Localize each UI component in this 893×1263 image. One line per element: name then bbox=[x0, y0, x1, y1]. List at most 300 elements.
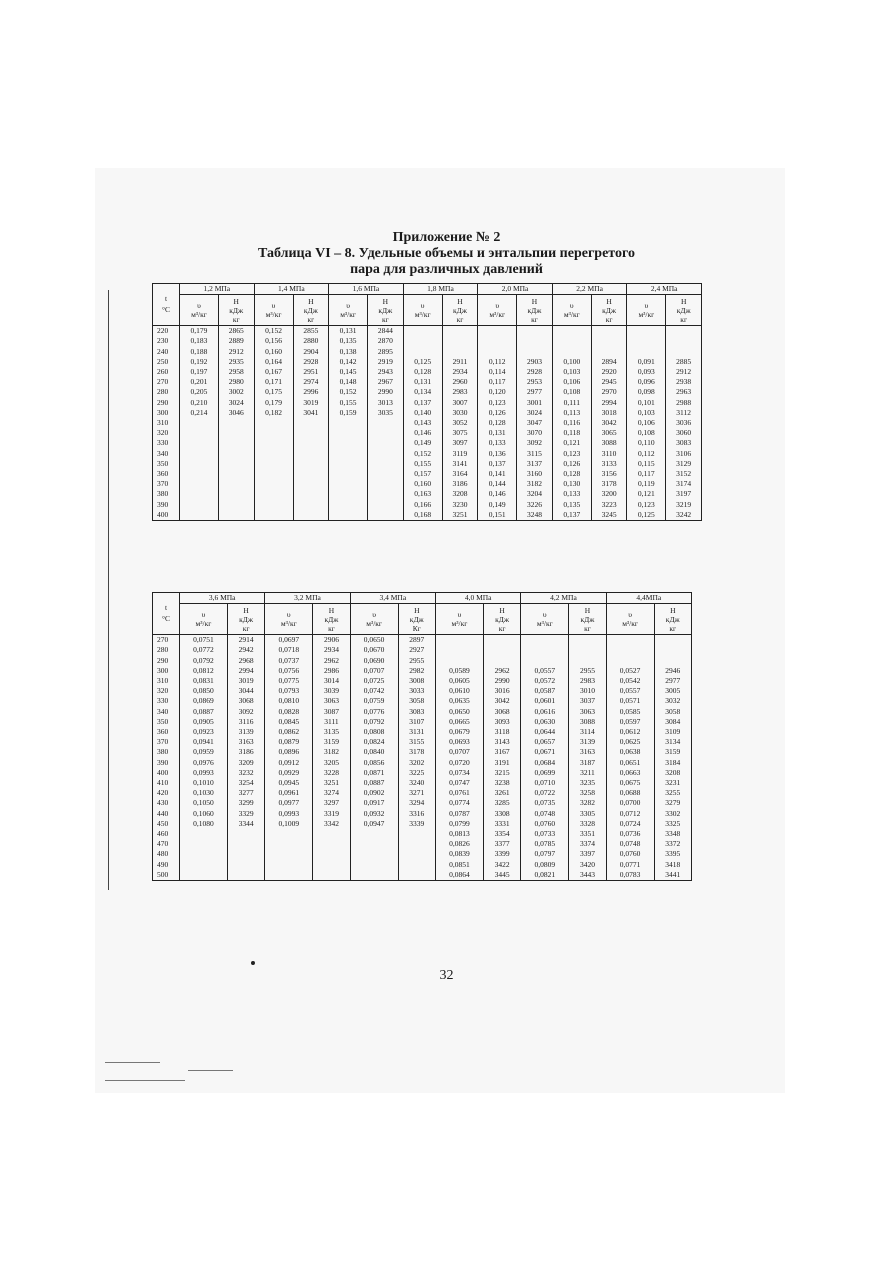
volume-cell bbox=[180, 510, 219, 521]
enthalpy-cell: 3159 bbox=[654, 747, 691, 757]
appendix-label: Приложение № 2 bbox=[392, 230, 501, 245]
volume-cell: 0,0651 bbox=[606, 758, 654, 768]
enthalpy-cell: 3251 bbox=[313, 778, 350, 788]
volume-cell: 0,0557 bbox=[606, 686, 654, 696]
enthalpy-cell bbox=[313, 839, 350, 849]
volume-cell: 0,0808 bbox=[350, 727, 398, 737]
enthalpy-cell bbox=[293, 510, 329, 521]
enthalpy-cell bbox=[218, 500, 254, 510]
enthalpy-cell: 3052 bbox=[442, 418, 478, 428]
enthalpy-cell: 3044 bbox=[227, 686, 264, 696]
enthalpy-unit-header: H кДж кг bbox=[368, 295, 404, 326]
enthalpy-cell: 3191 bbox=[483, 758, 520, 768]
enthalpy-unit-header: H кДж кг bbox=[666, 295, 702, 326]
temperature-cell: 390 bbox=[153, 500, 180, 510]
volume-cell: 0,093 bbox=[627, 367, 666, 377]
volume-unit-header: υ м³/кг bbox=[403, 295, 442, 326]
enthalpy-cell bbox=[591, 336, 627, 346]
temperature-cell: 290 bbox=[153, 398, 180, 408]
enthalpy-cell bbox=[517, 347, 553, 357]
volume-cell: 0,0635 bbox=[435, 696, 483, 706]
temperature-cell: 240 bbox=[153, 347, 180, 357]
enthalpy-cell bbox=[483, 645, 520, 655]
enthalpy-cell: 3133 bbox=[591, 459, 627, 469]
volume-cell: 0,119 bbox=[627, 479, 666, 489]
enthalpy-cell: 3282 bbox=[569, 798, 606, 808]
enthalpy-unit-header: H кДж кг bbox=[654, 604, 691, 635]
enthalpy-cell: 3163 bbox=[569, 747, 606, 757]
volume-cell: 0,0809 bbox=[521, 860, 569, 870]
enthalpy-cell bbox=[293, 489, 329, 499]
enthalpy-cell: 3197 bbox=[666, 489, 702, 499]
table-title-line-2: пара для различных давлений bbox=[350, 262, 543, 277]
enthalpy-cell: 2977 bbox=[517, 387, 553, 397]
temperature-cell: 360 bbox=[153, 469, 180, 479]
enthalpy-cell: 3331 bbox=[483, 819, 520, 829]
table-row bbox=[153, 870, 692, 881]
temperature-cell: 350 bbox=[153, 459, 180, 469]
enthalpy-cell: 2974 bbox=[293, 377, 329, 387]
volume-cell: 0,0864 bbox=[435, 870, 483, 881]
volume-cell: 0,0725 bbox=[350, 676, 398, 686]
enthalpy-cell: 2928 bbox=[517, 367, 553, 377]
volume-cell bbox=[627, 326, 666, 337]
enthalpy-cell: 2920 bbox=[591, 367, 627, 377]
enthalpy-cell: 3395 bbox=[654, 849, 691, 859]
volume-cell: 0,0612 bbox=[606, 727, 654, 737]
table-row bbox=[153, 727, 692, 737]
enthalpy-cell bbox=[293, 418, 329, 428]
temperature-cell: 270 bbox=[153, 377, 180, 387]
enthalpy-cell bbox=[218, 459, 254, 469]
enthalpy-cell: 3372 bbox=[654, 839, 691, 849]
temperature-cell: 340 bbox=[153, 449, 180, 459]
enthalpy-cell: 3271 bbox=[398, 788, 435, 798]
table-row bbox=[153, 398, 702, 408]
enthalpy-cell: 3083 bbox=[666, 438, 702, 448]
enthalpy-cell: 3245 bbox=[591, 510, 627, 521]
volume-unit-header: υ м³/кг bbox=[265, 604, 313, 635]
enthalpy-cell bbox=[293, 500, 329, 510]
enthalpy-cell: 3018 bbox=[591, 408, 627, 418]
enthalpy-unit-header: H кДж кг bbox=[227, 604, 264, 635]
volume-cell bbox=[180, 500, 219, 510]
enthalpy-cell bbox=[368, 438, 404, 448]
enthalpy-cell: 3024 bbox=[517, 408, 553, 418]
volume-cell bbox=[329, 500, 368, 510]
enthalpy-cell bbox=[368, 479, 404, 489]
volume-cell bbox=[254, 500, 293, 510]
enthalpy-cell: 3174 bbox=[666, 479, 702, 489]
volume-cell: 0,156 bbox=[254, 336, 293, 346]
enthalpy-cell: 2927 bbox=[398, 645, 435, 655]
volume-cell bbox=[403, 347, 442, 357]
volume-cell bbox=[435, 645, 483, 655]
volume-cell: 0,143 bbox=[403, 418, 442, 428]
enthalpy-cell: 3063 bbox=[313, 696, 350, 706]
enthalpy-cell: 3374 bbox=[569, 839, 606, 849]
volume-cell: 0,106 bbox=[627, 418, 666, 428]
volume-cell: 0,0625 bbox=[606, 737, 654, 747]
volume-cell: 0,0812 bbox=[180, 666, 228, 676]
enthalpy-cell: 3215 bbox=[483, 768, 520, 778]
enthalpy-cell: 2988 bbox=[666, 398, 702, 408]
volume-cell: 0,155 bbox=[403, 459, 442, 469]
volume-cell: 0,0869 bbox=[180, 696, 228, 706]
temperature-cell: 300 bbox=[153, 408, 180, 418]
enthalpy-cell: 3116 bbox=[227, 717, 264, 727]
volume-cell: 0,0690 bbox=[350, 656, 398, 666]
volume-cell: 0,159 bbox=[329, 408, 368, 418]
volume-cell: 0,0693 bbox=[435, 737, 483, 747]
volume-cell: 0,130 bbox=[552, 479, 591, 489]
volume-cell: 0,0616 bbox=[521, 707, 569, 717]
scan-artifact-line bbox=[188, 1070, 233, 1071]
enthalpy-cell bbox=[227, 860, 264, 870]
enthalpy-cell: 2844 bbox=[368, 326, 404, 337]
volume-cell bbox=[521, 656, 569, 666]
pressure-header: 4,0 МПа bbox=[435, 593, 520, 604]
volume-cell: 0,0707 bbox=[435, 747, 483, 757]
enthalpy-cell bbox=[218, 438, 254, 448]
volume-cell: 0,0557 bbox=[521, 666, 569, 676]
volume-cell: 0,0697 bbox=[265, 635, 313, 646]
volume-cell bbox=[180, 438, 219, 448]
temperature-cell: 280 bbox=[153, 645, 180, 655]
enthalpy-cell: 3084 bbox=[654, 717, 691, 727]
table-row bbox=[153, 696, 692, 706]
temperature-cell: 260 bbox=[153, 367, 180, 377]
volume-cell: 0,0718 bbox=[265, 645, 313, 655]
enthalpy-cell: 3042 bbox=[591, 418, 627, 428]
volume-cell: 0,0797 bbox=[521, 849, 569, 859]
enthalpy-cell bbox=[313, 829, 350, 839]
volume-cell: 0,179 bbox=[254, 398, 293, 408]
volume-cell: 0,125 bbox=[627, 510, 666, 521]
pressure-header: 3,2 МПа bbox=[265, 593, 350, 604]
volume-cell bbox=[478, 336, 517, 346]
enthalpy-cell: 3129 bbox=[666, 459, 702, 469]
enthalpy-cell bbox=[293, 479, 329, 489]
enthalpy-cell bbox=[483, 635, 520, 646]
enthalpy-cell: 3299 bbox=[227, 798, 264, 808]
volume-cell: 0,0733 bbox=[521, 829, 569, 839]
volume-cell: 0,1060 bbox=[180, 809, 228, 819]
enthalpy-cell: 3397 bbox=[569, 849, 606, 859]
volume-cell bbox=[552, 347, 591, 357]
volume-unit-header: υ м³/кг bbox=[350, 604, 398, 635]
enthalpy-unit-header: H кДж кг bbox=[517, 295, 553, 326]
table-row bbox=[153, 707, 692, 717]
enthalpy-cell: 2962 bbox=[313, 656, 350, 666]
enthalpy-unit-header: H кДж кг bbox=[293, 295, 329, 326]
enthalpy-cell: 2928 bbox=[293, 357, 329, 367]
enthalpy-cell: 2914 bbox=[227, 635, 264, 646]
volume-cell: 0,148 bbox=[329, 377, 368, 387]
volume-cell: 0,0712 bbox=[606, 809, 654, 819]
enthalpy-cell: 3008 bbox=[398, 676, 435, 686]
volume-cell: 0,0785 bbox=[521, 839, 569, 849]
volume-cell bbox=[329, 459, 368, 469]
enthalpy-cell: 3226 bbox=[517, 500, 553, 510]
table-row bbox=[153, 326, 702, 337]
volume-cell: 0,0699 bbox=[521, 768, 569, 778]
volume-cell bbox=[521, 645, 569, 655]
enthalpy-cell bbox=[517, 326, 553, 337]
volume-cell bbox=[403, 336, 442, 346]
enthalpy-cell: 2895 bbox=[368, 347, 404, 357]
enthalpy-cell: 3118 bbox=[483, 727, 520, 737]
enthalpy-cell bbox=[666, 326, 702, 337]
volume-cell: 0,0871 bbox=[350, 768, 398, 778]
pressure-header: 1,8 МПа bbox=[403, 284, 478, 295]
volume-cell bbox=[350, 870, 398, 881]
volume-cell: 0,131 bbox=[403, 377, 442, 387]
volume-cell: 0,0589 bbox=[435, 666, 483, 676]
enthalpy-unit-header: H кДж кг bbox=[483, 604, 520, 635]
enthalpy-cell: 3208 bbox=[654, 768, 691, 778]
volume-cell: 0,157 bbox=[403, 469, 442, 479]
enthalpy-cell: 2912 bbox=[666, 367, 702, 377]
volume-unit-header: υ м³/кг bbox=[521, 604, 569, 635]
volume-cell: 0,160 bbox=[254, 347, 293, 357]
volume-cell: 0,0760 bbox=[606, 849, 654, 859]
volume-cell: 0,151 bbox=[478, 510, 517, 521]
enthalpy-cell bbox=[227, 829, 264, 839]
volume-cell: 0,182 bbox=[254, 408, 293, 418]
volume-cell: 0,0845 bbox=[265, 717, 313, 727]
table-row bbox=[153, 377, 702, 387]
enthalpy-cell bbox=[293, 459, 329, 469]
enthalpy-cell bbox=[218, 449, 254, 459]
enthalpy-cell: 3109 bbox=[654, 727, 691, 737]
enthalpy-cell: 2955 bbox=[569, 666, 606, 676]
enthalpy-cell: 3083 bbox=[398, 707, 435, 717]
enthalpy-cell: 3342 bbox=[313, 819, 350, 829]
enthalpy-cell: 3445 bbox=[483, 870, 520, 881]
enthalpy-cell: 3164 bbox=[442, 469, 478, 479]
temperature-cell: 280 bbox=[153, 387, 180, 397]
enthalpy-cell: 3231 bbox=[654, 778, 691, 788]
volume-cell: 0,171 bbox=[254, 377, 293, 387]
volume-cell bbox=[606, 635, 654, 646]
volume-cell bbox=[478, 347, 517, 357]
enthalpy-cell: 2967 bbox=[368, 377, 404, 387]
table-row bbox=[153, 418, 702, 428]
volume-cell: 0,141 bbox=[478, 469, 517, 479]
enthalpy-cell: 2955 bbox=[398, 656, 435, 666]
volume-cell: 0,205 bbox=[180, 387, 219, 397]
volume-cell: 0,166 bbox=[403, 500, 442, 510]
volume-cell bbox=[254, 510, 293, 521]
volume-cell bbox=[180, 469, 219, 479]
enthalpy-cell: 3046 bbox=[218, 408, 254, 418]
temperature-cell: 420 bbox=[153, 788, 180, 798]
volume-cell: 0,138 bbox=[329, 347, 368, 357]
enthalpy-cell: 2912 bbox=[218, 347, 254, 357]
volume-cell: 0,0783 bbox=[606, 870, 654, 881]
enthalpy-cell: 3033 bbox=[398, 686, 435, 696]
volume-cell: 0,0663 bbox=[606, 768, 654, 778]
enthalpy-cell: 3187 bbox=[569, 758, 606, 768]
enthalpy-cell: 3131 bbox=[398, 727, 435, 737]
volume-cell: 0,155 bbox=[329, 398, 368, 408]
table-row bbox=[153, 686, 692, 696]
volume-cell: 0,0650 bbox=[350, 635, 398, 646]
enthalpy-cell: 3279 bbox=[654, 798, 691, 808]
enthalpy-cell: 3339 bbox=[398, 819, 435, 829]
volume-cell: 0,0799 bbox=[435, 819, 483, 829]
volume-cell: 0,137 bbox=[403, 398, 442, 408]
enthalpy-cell: 2953 bbox=[517, 377, 553, 387]
pressure-header: 2,4 МПа bbox=[627, 284, 702, 295]
volume-cell: 0,120 bbox=[478, 387, 517, 397]
table-row bbox=[153, 819, 692, 829]
enthalpy-cell: 3075 bbox=[442, 428, 478, 438]
enthalpy-cell bbox=[218, 428, 254, 438]
temperature-cell: 230 bbox=[153, 336, 180, 346]
enthalpy-cell: 3294 bbox=[398, 798, 435, 808]
enthalpy-cell: 3204 bbox=[517, 489, 553, 499]
volume-cell: 0,1030 bbox=[180, 788, 228, 798]
volume-cell bbox=[265, 870, 313, 881]
enthalpy-cell: 3110 bbox=[591, 449, 627, 459]
enthalpy-cell: 3097 bbox=[442, 438, 478, 448]
volume-cell: 0,123 bbox=[627, 500, 666, 510]
temperature-cell: 390 bbox=[153, 758, 180, 768]
volume-cell: 0,0902 bbox=[350, 788, 398, 798]
volume-unit-header: υ м³/кг bbox=[180, 295, 219, 326]
pressure-header: 1,2 МПа bbox=[180, 284, 255, 295]
enthalpy-cell: 3316 bbox=[398, 809, 435, 819]
enthalpy-cell: 3277 bbox=[227, 788, 264, 798]
enthalpy-cell: 3305 bbox=[569, 809, 606, 819]
enthalpy-cell: 2994 bbox=[591, 398, 627, 408]
temperature-cell: 400 bbox=[153, 768, 180, 778]
volume-cell: 0,146 bbox=[403, 428, 442, 438]
volume-cell bbox=[435, 656, 483, 666]
volume-cell: 0,0887 bbox=[180, 707, 228, 717]
enthalpy-cell bbox=[218, 418, 254, 428]
steam-table-2 bbox=[152, 592, 692, 881]
volume-cell: 0,0722 bbox=[521, 788, 569, 798]
volume-cell: 0,136 bbox=[478, 449, 517, 459]
table-row bbox=[153, 839, 692, 849]
volume-cell bbox=[180, 849, 228, 859]
enthalpy-cell: 3152 bbox=[666, 469, 702, 479]
volume-cell: 0,146 bbox=[478, 489, 517, 499]
enthalpy-cell: 2919 bbox=[368, 357, 404, 367]
volume-cell: 0,0828 bbox=[265, 707, 313, 717]
enthalpy-unit-header: H кДж Кг bbox=[398, 604, 435, 635]
volume-cell bbox=[180, 870, 228, 881]
enthalpy-cell: 3225 bbox=[398, 768, 435, 778]
volume-cell: 0,121 bbox=[627, 489, 666, 499]
volume-cell: 0,0742 bbox=[350, 686, 398, 696]
table-row bbox=[153, 666, 692, 676]
table-row bbox=[153, 367, 702, 377]
enthalpy-cell: 3060 bbox=[666, 428, 702, 438]
volume-cell: 0,0597 bbox=[606, 717, 654, 727]
temperature-header: t °C bbox=[153, 593, 180, 635]
enthalpy-cell: 2935 bbox=[218, 357, 254, 367]
volume-cell: 0,0761 bbox=[435, 788, 483, 798]
enthalpy-cell: 3024 bbox=[218, 398, 254, 408]
enthalpy-cell bbox=[517, 336, 553, 346]
temperature-cell: 360 bbox=[153, 727, 180, 737]
volume-cell: 0,0707 bbox=[350, 666, 398, 676]
volume-unit-header: υ м³/кг bbox=[552, 295, 591, 326]
enthalpy-cell: 3107 bbox=[398, 717, 435, 727]
table-row bbox=[153, 645, 692, 655]
volume-cell: 0,0887 bbox=[350, 778, 398, 788]
enthalpy-cell: 3200 bbox=[591, 489, 627, 499]
volume-cell: 0,111 bbox=[552, 398, 591, 408]
enthalpy-cell: 3141 bbox=[442, 459, 478, 469]
volume-cell: 0,0527 bbox=[606, 666, 654, 676]
enthalpy-cell: 3139 bbox=[569, 737, 606, 747]
volume-cell: 0,106 bbox=[552, 377, 591, 387]
enthalpy-cell: 3068 bbox=[483, 707, 520, 717]
volume-cell: 0,214 bbox=[180, 408, 219, 418]
table-row bbox=[153, 809, 692, 819]
enthalpy-cell bbox=[313, 860, 350, 870]
volume-cell bbox=[180, 449, 219, 459]
volume-cell: 0,0961 bbox=[265, 788, 313, 798]
volume-cell bbox=[180, 418, 219, 428]
volume-cell: 0,0851 bbox=[435, 860, 483, 870]
enthalpy-cell bbox=[368, 418, 404, 428]
enthalpy-cell: 3019 bbox=[293, 398, 329, 408]
volume-cell: 0,149 bbox=[403, 438, 442, 448]
volume-cell: 0,0947 bbox=[350, 819, 398, 829]
enthalpy-cell: 3039 bbox=[313, 686, 350, 696]
scan-artifact-line bbox=[105, 1080, 185, 1081]
volume-cell: 0,0601 bbox=[521, 696, 569, 706]
enthalpy-cell: 3261 bbox=[483, 788, 520, 798]
volume-cell: 0,108 bbox=[552, 387, 591, 397]
volume-cell bbox=[552, 336, 591, 346]
volume-cell: 0,0747 bbox=[435, 778, 483, 788]
enthalpy-cell bbox=[368, 428, 404, 438]
table-title-line-1: Таблица VI – 8. Удельные объемы и энтальпии перегретого bbox=[257, 246, 636, 261]
volume-cell: 0,135 bbox=[552, 500, 591, 510]
temperature-cell: 300 bbox=[153, 666, 180, 676]
volume-cell: 0,0774 bbox=[435, 798, 483, 808]
volume-cell: 0,0787 bbox=[435, 809, 483, 819]
enthalpy-cell: 2894 bbox=[591, 357, 627, 367]
volume-cell bbox=[606, 656, 654, 666]
enthalpy-cell: 2911 bbox=[442, 357, 478, 367]
enthalpy-cell: 2960 bbox=[442, 377, 478, 387]
enthalpy-cell: 3186 bbox=[227, 747, 264, 757]
volume-cell: 0,0813 bbox=[435, 829, 483, 839]
enthalpy-cell bbox=[483, 656, 520, 666]
temperature-cell: 380 bbox=[153, 747, 180, 757]
temperature-cell: 310 bbox=[153, 418, 180, 428]
enthalpy-unit-header: H кДж кг bbox=[442, 295, 478, 326]
volume-cell bbox=[606, 645, 654, 655]
page-number: 32 bbox=[439, 968, 454, 983]
volume-cell: 0,117 bbox=[478, 377, 517, 387]
enthalpy-cell: 3106 bbox=[666, 449, 702, 459]
volume-cell bbox=[350, 849, 398, 859]
enthalpy-cell: 2934 bbox=[313, 645, 350, 655]
volume-cell: 0,133 bbox=[552, 489, 591, 499]
enthalpy-cell: 3167 bbox=[483, 747, 520, 757]
enthalpy-cell: 3274 bbox=[313, 788, 350, 798]
enthalpy-cell: 3002 bbox=[218, 387, 254, 397]
